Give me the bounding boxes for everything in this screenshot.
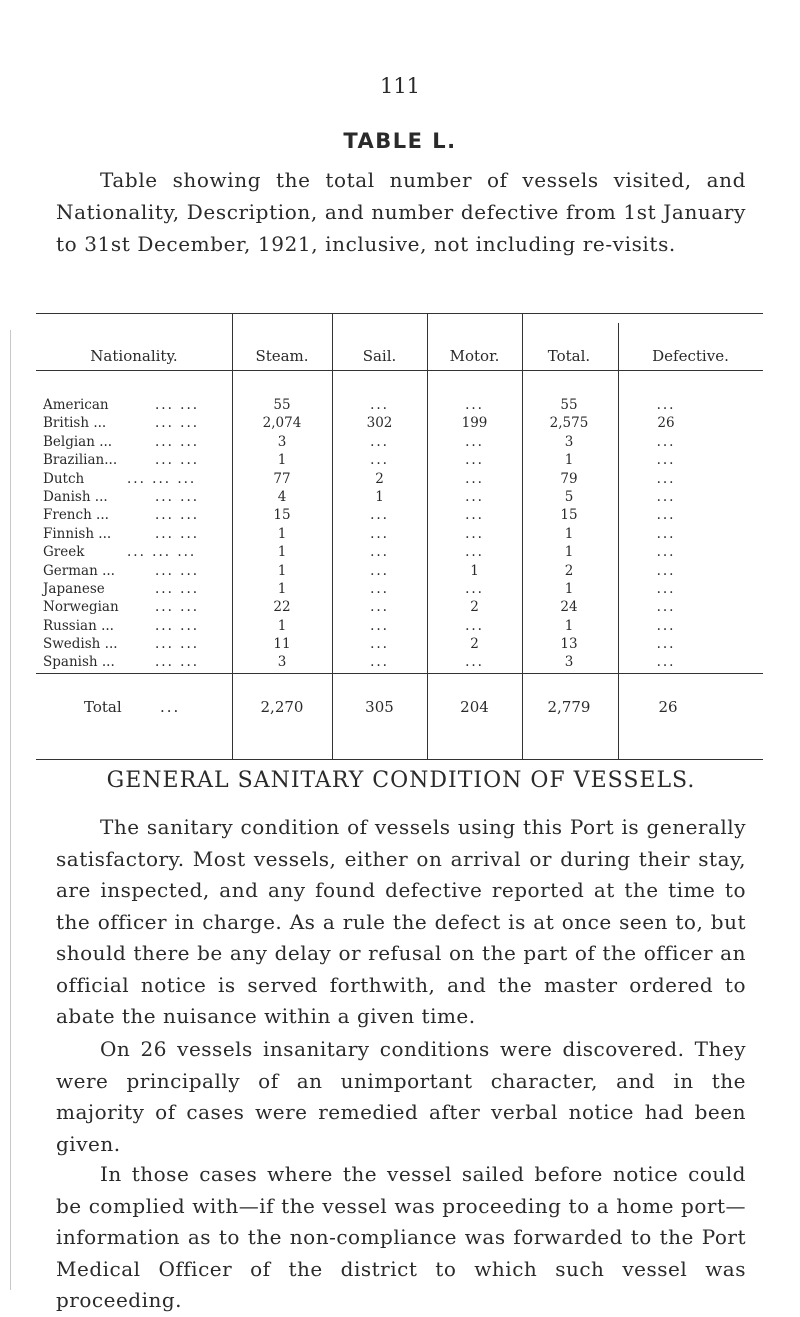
total-cell: 2 — [564, 562, 574, 579]
total-sail: 305 — [365, 698, 394, 716]
defective-cell: ... — [656, 470, 676, 487]
motor-cell: ... — [465, 544, 484, 561]
total-cell: 15 — [560, 507, 578, 524]
motor-cell: 2 — [470, 636, 479, 653]
table-row — [36, 488, 763, 506]
defective-cell: ... — [656, 452, 676, 469]
defective-cell: ... — [656, 525, 676, 542]
table-row — [36, 562, 763, 580]
motor-cell: 1 — [470, 562, 479, 579]
paragraph-sanitary-condition: The sanitary condition of vessels using this Port is generally satisfactory. Most vessels, either on arrival or during their stay, are inspected, and any found defective reported at the time to the officer in charge. As a rule the defect is at once seen to, but should there be any delay or refusal on the part of the officer an official notice is served forthwith, and the master ordered to abate the nuisance within a given time. — [56, 815, 746, 1028]
table-row — [36, 433, 763, 451]
sail-cell: ... — [370, 544, 389, 561]
nationality-cell: Brazilian... ... ... — [43, 452, 200, 469]
col-header-sail: Sail. — [362, 347, 397, 365]
col-header-steam: Steam. — [255, 347, 309, 365]
table-row — [36, 525, 763, 543]
total-total: 2,779 — [547, 698, 591, 716]
sail-cell: ... — [370, 433, 389, 450]
steam-cell: 1 — [277, 562, 287, 579]
steam-cell: 4 — [277, 488, 287, 505]
table-row — [36, 470, 763, 488]
motor-cell: 2 — [470, 599, 479, 616]
defective-cell: ... — [656, 654, 676, 671]
sail-cell: ... — [370, 452, 389, 469]
table-total-rule — [36, 673, 763, 674]
nationality-cell: British ... ... ... — [43, 415, 200, 432]
total-cell: 24 — [560, 599, 578, 616]
steam-cell: 15 — [273, 507, 291, 524]
nationality-cell: Swedish ... ... ... — [43, 636, 200, 653]
steam-cell: 3 — [277, 654, 287, 671]
motor-cell: ... — [465, 433, 484, 450]
table-row — [36, 653, 763, 671]
total-steam: 2,270 — [260, 698, 304, 716]
defective-cell: ... — [656, 636, 676, 653]
steam-cell: 1 — [277, 580, 287, 597]
total-defective: 26 — [658, 698, 678, 716]
total-cell: 1 — [564, 580, 574, 597]
steam-cell: 1 — [277, 452, 287, 469]
table-row — [36, 598, 763, 616]
steam-cell: 77 — [273, 470, 291, 487]
motor-cell: 199 — [461, 415, 488, 432]
col-header-motor: Motor. — [449, 347, 500, 365]
total-label: Total — [84, 698, 122, 716]
nationality-cell: Russian ... ... ... — [43, 617, 200, 634]
defective-cell: ... — [656, 562, 676, 579]
table-row — [36, 635, 763, 653]
nationality-cell: Norwegian ... ... — [43, 599, 200, 616]
defective-cell: ... — [656, 599, 676, 616]
sail-cell: 1 — [375, 488, 384, 505]
steam-cell: 1 — [277, 525, 287, 542]
paragraph-insanitary-vessels: On 26 vessels insanitary conditions were discovered. They were principally of an unimportant character, and in the majority of cases were remedied after verbal notice had been given. — [56, 1037, 746, 1156]
defective-cell: ... — [656, 433, 676, 450]
nationality-cell: Danish ... ... ... — [43, 488, 200, 505]
col-header-defective: Defective. — [652, 347, 729, 365]
steam-cell: 22 — [273, 599, 291, 616]
table-row — [36, 396, 763, 414]
sail-cell: ... — [370, 636, 389, 653]
page-edge-shadow — [0, 330, 11, 1290]
total-cell: 13 — [560, 636, 578, 653]
total-leader: ... — [160, 698, 181, 716]
table-header-rule — [36, 370, 763, 371]
motor-cell: ... — [465, 654, 484, 671]
total-cell: 79 — [560, 470, 578, 487]
sail-cell: ... — [370, 507, 389, 524]
nationality-cell: Spanish ... ... ... — [43, 654, 200, 671]
total-cell: 1 — [564, 544, 574, 561]
total-cell: 1 — [564, 525, 574, 542]
col-header-nationality: Nationality. — [90, 347, 178, 365]
nationality-cell: Japanese ... ... — [43, 580, 200, 597]
nationality-cell: American ... ... — [43, 397, 200, 413]
sail-cell: ... — [370, 562, 389, 579]
paragraph-sailed-before-notice: In those cases where the vessel sailed before notice could be complied with—if the vessel was proceeding to a home port—information as to the non-compliance was forwarded to the Port Medical Officer of the district to which such vessel was proceeding. — [56, 1162, 746, 1312]
table-body — [36, 396, 763, 672]
total-cell: 55 — [560, 397, 578, 413]
sail-cell: ... — [370, 599, 389, 616]
steam-cell: 3 — [277, 433, 287, 450]
table-caption: Table showing the total number of vessels visited, and Nationality, Description, and number defective from 1st January to 31st December, 1921, inclusive, not including re-visits. — [56, 168, 746, 256]
sail-cell: ... — [370, 397, 389, 413]
motor-cell: ... — [465, 397, 484, 413]
total-cell: 2,575 — [549, 415, 589, 432]
table-row — [36, 543, 763, 561]
steam-cell: 2,074 — [262, 415, 302, 432]
total-cell: 1 — [564, 617, 574, 634]
nationality-cell: French ... ... ... — [43, 507, 200, 524]
defective-cell: ... — [656, 507, 676, 524]
nationality-cell: Belgian ... ... ... — [43, 433, 200, 450]
total-cell: 1 — [564, 452, 574, 469]
total-motor: 204 — [460, 698, 489, 716]
defective-cell: ... — [656, 488, 676, 505]
section-heading: GENERAL SANITARY CONDITION OF VESSELS. — [106, 768, 696, 793]
sail-cell: ... — [370, 617, 389, 634]
defective-cell: 26 — [657, 415, 675, 432]
table-bottom-rule — [36, 759, 763, 760]
page-number: 111 — [379, 74, 421, 98]
table-row — [36, 617, 763, 635]
total-cell: 3 — [564, 654, 574, 671]
motor-cell: ... — [465, 452, 484, 469]
motor-cell: ... — [465, 470, 484, 487]
nationality-cell: German ... ... ... — [43, 562, 200, 579]
table-row — [36, 414, 763, 432]
sail-cell: ... — [370, 654, 389, 671]
table-row — [36, 451, 763, 469]
table-row — [36, 506, 763, 524]
motor-cell: ... — [465, 617, 484, 634]
table-top-rule — [36, 313, 763, 314]
sail-cell: ... — [370, 580, 389, 597]
motor-cell: ... — [465, 507, 484, 524]
motor-cell: ... — [465, 488, 484, 505]
nationality-cell: Dutch ... ... ... — [43, 470, 197, 487]
defective-cell: ... — [656, 544, 676, 561]
motor-cell: ... — [465, 580, 484, 597]
steam-cell: 11 — [273, 636, 291, 653]
nationality-cell: Greek ... ... ... — [43, 544, 197, 561]
table-row — [36, 580, 763, 598]
total-cell: 5 — [564, 488, 574, 505]
steam-cell: 1 — [277, 544, 287, 561]
defective-cell: ... — [656, 580, 676, 597]
defective-cell: ... — [656, 397, 676, 413]
col-header-total: Total. — [547, 347, 591, 365]
sail-cell: 302 — [366, 415, 393, 432]
steam-cell: 55 — [273, 397, 291, 413]
defective-cell: ... — [656, 617, 676, 634]
vessels-table — [36, 313, 763, 761]
sail-cell: 2 — [375, 470, 384, 487]
nationality-cell: Finnish ... ... ... — [43, 525, 200, 542]
sail-cell: ... — [370, 525, 389, 542]
motor-cell: ... — [465, 525, 484, 542]
table-heading: TABLE L. — [343, 129, 457, 153]
total-cell: 3 — [564, 433, 574, 450]
steam-cell: 1 — [277, 617, 287, 634]
